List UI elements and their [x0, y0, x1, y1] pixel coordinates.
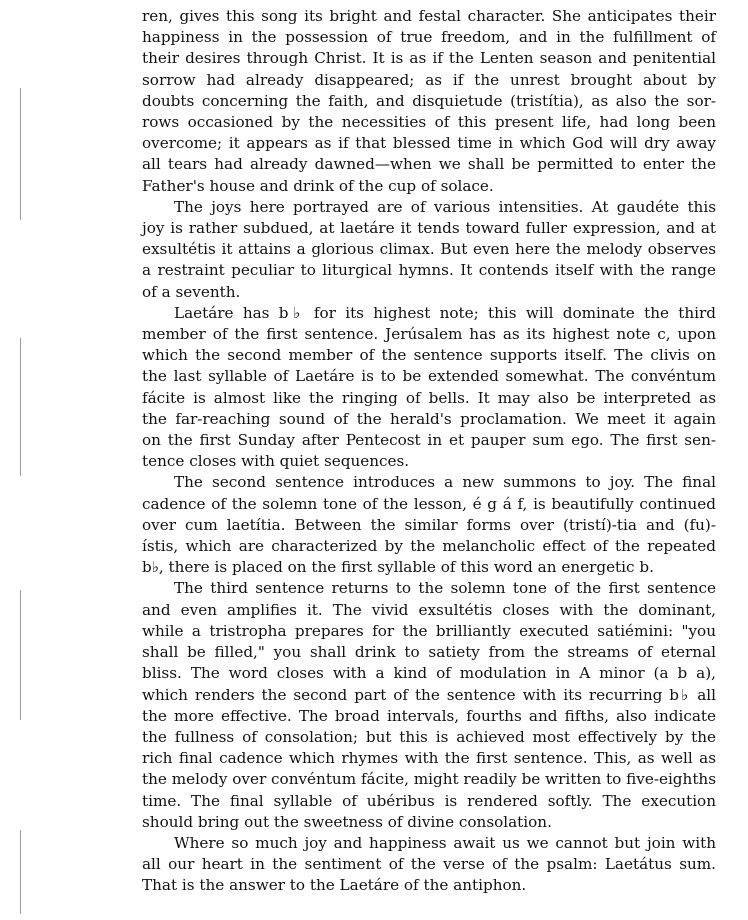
text-line: should bring out the sweetness of divine consolation. [142, 812, 552, 831]
text-line: Laetáre has b♭ for its highest note; this will dominate the third [174, 303, 716, 322]
margin-rule [20, 338, 21, 476]
text-line: time. The final syllable of ubéribus is rendered softly. The execution [142, 791, 716, 810]
text-line: cadence of the solemn tone of the lesson, é g á f, is beautifully continued [142, 494, 716, 513]
text-line: shall be filled," you shall drink to satiety from the streams of eternal [142, 643, 716, 662]
text-line: of a seventh. [142, 282, 241, 301]
paragraph [142, 303, 716, 473]
text-line: which the second member of the sentence supports itself. The clivis on [142, 346, 716, 365]
text-line: all our heart in the sentiment of the verse of the psalm: Laetátus sum. [142, 855, 716, 874]
text-line: doubts concerning the faith, and disquietude (tristítia), as also the sor- [142, 91, 716, 110]
text-line: happiness in the possession of true freedom, and in the fulfillment of [142, 28, 716, 47]
text-line: the melody over convéntum fácite, might readily be written to five-eighths [142, 770, 716, 789]
text-line: exsultétis it attains a glorious climax. But even here the melody observes [142, 240, 716, 259]
text-line: member of the first sentence. Jerúsalem has as its highest note c, upon [142, 325, 716, 344]
text-line: their desires through Christ. It is as if the Lenten season and penitential [142, 49, 716, 68]
text-line: Where so much joy and happiness await us we cannot but join with [174, 833, 716, 852]
text-line: ístis, which are characterized by the melancholic effect of the repeated [142, 537, 716, 556]
text-line: a restraint peculiar to liturgical hymns. It contends itself with the range [142, 261, 716, 280]
text-line: Father's house and drink of the cup of solace. [142, 176, 494, 195]
paragraph [142, 833, 716, 897]
text-line: and even amplifies it. The vivid exsultétis closes with the dominant, [142, 600, 716, 619]
paragraph [142, 578, 716, 832]
margin-rule [20, 590, 21, 720]
text-line: The joys here portrayed are of various intensities. At gaudéte this [174, 197, 716, 216]
text-line: The second sentence introduces a new summons to joy. The final [174, 473, 716, 492]
text-line: b♭, there is placed on the first syllable of this word an energetic b. [142, 558, 654, 577]
paragraph [142, 197, 716, 303]
text-line: over cum laetítia. Between the similar forms over (tristí)-tia and (fu)- [142, 515, 716, 534]
text-line: on the first Sunday after Pentecost in et pauper sum ego. The first sen- [142, 431, 716, 450]
text-line: rich final cadence which rhymes with the first sentence. This, as well as [142, 749, 716, 768]
text-line: while a tristropha prepares for the brilliantly executed satiémini: "you [142, 621, 716, 640]
text-line: the more effective. The broad intervals, fourths and fifths, also indicate [142, 706, 716, 725]
text-line: joy is rather subdued, at laetáre it tends toward fuller expression, and at [142, 219, 716, 238]
body-text [142, 6, 716, 897]
text-line: which renders the second part of the sentence with its recurring b♭ all [142, 685, 716, 704]
text-line: rows occasioned by the necessities of this present life, had long been [142, 113, 716, 132]
text-line: sorrow had already disappeared; as if the unrest brought about by [142, 70, 716, 89]
text-line: The third sentence returns to the solemn tone of the first sentence [174, 579, 716, 598]
text-line: fácite is almost like the ringing of bells. It may also be interpreted as [142, 388, 716, 407]
text-line: tence closes with quiet sequences. [142, 452, 410, 471]
paragraph [142, 6, 716, 197]
text-line: ren, gives this song its bright and festal character. She anticipates their [142, 7, 716, 25]
paragraph [142, 472, 716, 578]
margin-rule [20, 830, 21, 914]
text-line: overcome; it appears as if that blessed time in which God will dry away [142, 134, 716, 153]
margin-rule [20, 88, 21, 220]
text-line: That is the answer to the Laetáre of the antiphon. [142, 876, 527, 895]
text-line: the far-reaching sound of the herald's proclamation. We meet it again [142, 409, 716, 428]
text-line: all tears had already dawned—when we shall be permitted to enter the [142, 155, 716, 174]
text-line: the fullness of consolation; but this is achieved most effectively by the [142, 727, 716, 746]
text-line: the last syllable of Laetáre is to be extended somewhat. The convéntum [142, 367, 716, 386]
text-line: bliss. The word closes with a kind of modulation in A minor (a b a), [142, 664, 716, 683]
